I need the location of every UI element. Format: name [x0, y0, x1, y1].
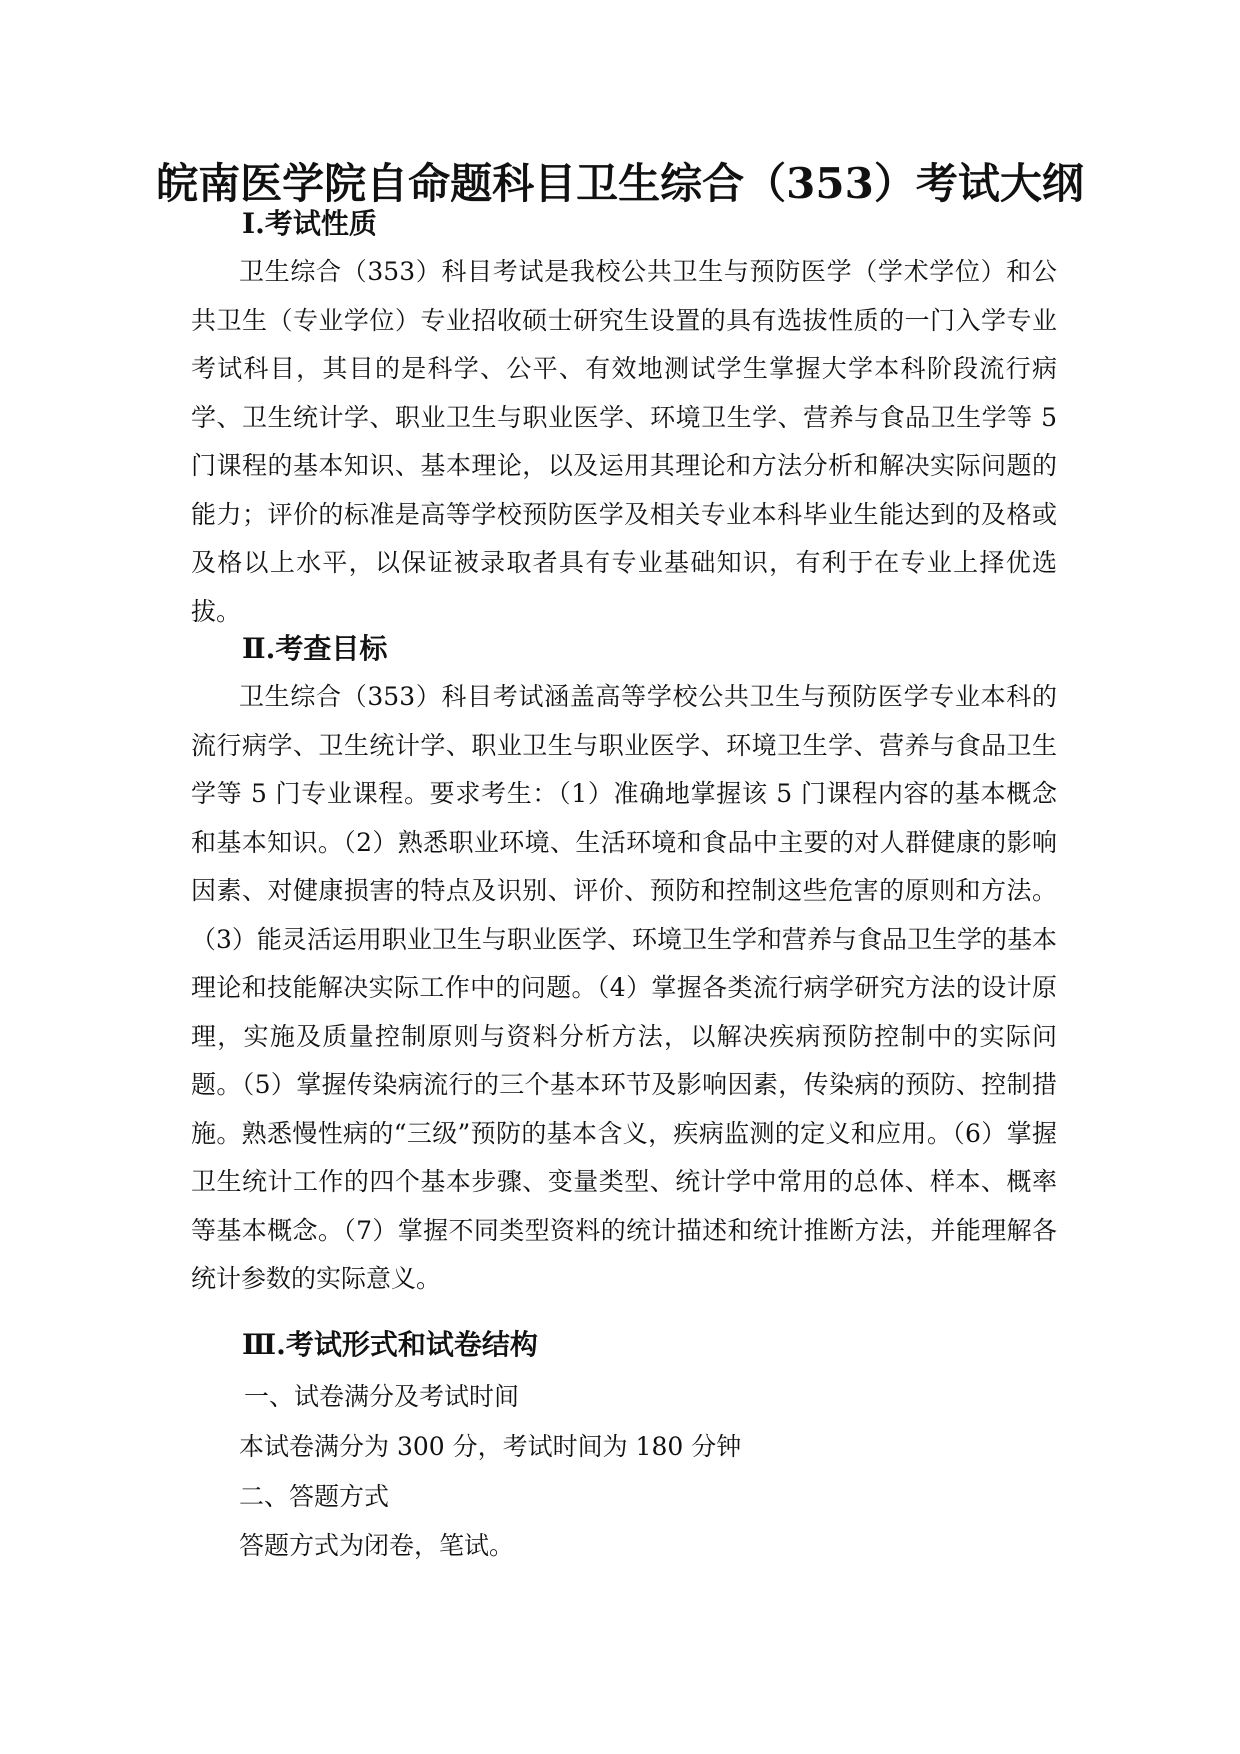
section-heading-exam-objectives: Ⅱ.考查目标	[242, 632, 388, 665]
document-title: 皖南医学院自命题科目卫生综合（353）考试大纲	[156, 159, 1084, 208]
section-heading-exam-nature: Ⅰ.考试性质	[242, 207, 377, 240]
section-paragraph-exam-objectives: 卫生综合（353）科目考试涵盖高等学校公共卫生与预防医学专业本科的流行病学、卫生统计学、职业卫生与职业医学、环境卫生学、营养与食品卫生学等 5 门专业课程。要求考生：（1）准确地掌握该 5 门课程内容的基本概念和基本知识。（2）熟悉职业环境、生活环境和食品中主要的对人群健康的影响因素、对健康损害的特点及识别、评价、预防和控制这些危害的原则和方法。（3）能灵活运用职业卫生与职业医学、环境卫生学和营养与食品卫生学的基本理论和技能解决实际工作中的问题。（4）掌握各类流行病学研究方法的设计原理，实施及质量控制原则与资料分析方法，以解决疾病预防控制中的实际问题。（5）掌握传染病流行的三个基本环节及影响因素，传染病的预防、控制措施。熟悉慢性病的“三级”预防的基本含义，疾病监测的定义和应用。（6）掌握卫生统计工作的四个基本步骤、变量类型、统计学中常用的总体、样本、概率等基本概念。（7）掌握不同类型资料的统计描述和统计推断方法，并能理解各统计参数的实际意义。	[191, 682, 1057, 1293]
subsection-label-answer-method: 二、答题方式	[239, 1482, 390, 1511]
subsection-label-score-time: 一、试卷满分及考试时间	[244, 1382, 520, 1411]
subsection-text-answer-method: 答题方式为闭卷，笔试。	[239, 1531, 515, 1560]
section-paragraph-exam-nature: 卫生综合（353）科目考试是我校公共卫生与预防医学（学术学位）和公共卫生（专业学位）专业招收硕士研究生设置的具有选拔性质的一门入学专业考试科目，其目的是科学、公平、有效地测试学生掌握大学本科阶段流行病学、卫生统计学、职业卫生与职业医学、环境卫生学、营养与食品卫生学等 5 门课程的基本知识、基本理论，以及运用其理论和方法分析和解决实际问题的能力；评价的标准是高等学校预防医学及相关专业本科毕业生能达到的及格或及格以上水平，以保证被录取者具有专业基础知识，有利于在专业上择优选拔。	[191, 257, 1057, 626]
subsection-text-score-time: 本试卷满分为 300 分，考试时间为 180 分钟	[239, 1432, 742, 1461]
section-heading-exam-format: Ⅲ.考试形式和试卷结构	[242, 1328, 538, 1361]
